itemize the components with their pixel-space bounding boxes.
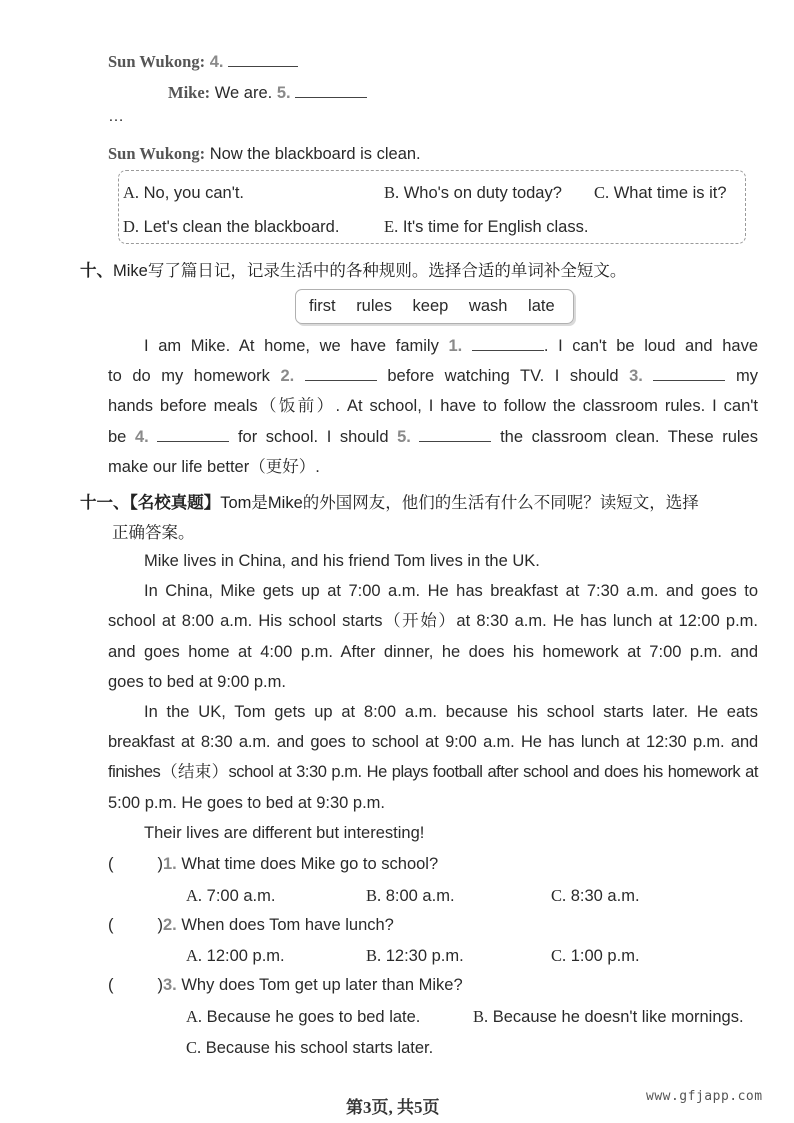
q2-option-b: B. 12:30 p.m.: [366, 946, 464, 965]
question-2: [108, 916, 394, 935]
answer-blank[interactable]: [295, 83, 367, 98]
answer-paren[interactable]: ( ): [108, 976, 163, 994]
blank-number: 5.: [397, 427, 411, 446]
answer-paren[interactable]: ( ): [108, 855, 163, 873]
q1-option-c: C. 8:30 a.m.: [551, 886, 640, 905]
section-instruction: Mike写了篇日记，记录生活中的各种规则。选择合适的单词补全短文。: [113, 262, 627, 280]
answer-blank[interactable]: [228, 52, 298, 67]
q1-option-a: A. 7:00 a.m.: [186, 886, 276, 905]
passage-line: In China, Mike gets up at 7:00 a.m. He has breakfast at 7:30 a.m. and goes to: [144, 582, 758, 601]
dialogue-line-4: [108, 52, 298, 72]
word-bank-item: rules: [356, 297, 392, 315]
answer-paren[interactable]: ( ): [108, 916, 163, 934]
passage-line: 5:00 p.m. He goes to bed at 9:30 p.m.: [108, 793, 386, 812]
passage-line: hands before meals（饭前）. At school, I have to follow the classroom rules. I can't: [108, 397, 758, 416]
section-11-passage: [108, 546, 758, 848]
section-11-heading-cont: 正确答案。: [112, 524, 195, 542]
word-bank-item: first: [309, 297, 336, 315]
passage-line: Their lives are different but interesting!: [144, 823, 425, 842]
dialogue-line-6: [108, 144, 421, 164]
speaker-name: Mike:: [168, 83, 211, 102]
passage-line: breakfast at 8:30 a.m. and goes to school at 9:00 a.m. He has lunch at 12:30 p.m. and: [108, 733, 758, 752]
answer-blank[interactable]: [653, 366, 725, 381]
q3-option-a: A. Because he goes to bed late.: [186, 1007, 421, 1026]
option-d: D. Let's clean the blackboard.: [123, 217, 340, 236]
q2-option-a: A. 12:00 p.m.: [186, 946, 285, 965]
option-a: A. No, you can't.: [123, 183, 245, 202]
section-10-passage: [108, 331, 758, 482]
question-number: 3.: [163, 976, 177, 994]
q3-option-b: B. Because he doesn't like mornings.: [473, 1007, 744, 1026]
passage-line: finishes（结束）school at 3:30 p.m. He plays football after school and does his homework at: [108, 763, 758, 782]
word-bank: [309, 297, 555, 316]
q1-option-b: B. 8:00 a.m.: [366, 886, 455, 905]
q2-option-c: C. 1:00 p.m.: [551, 946, 640, 965]
passage-line: and goes home at 4:00 p.m. After dinner, he does his homework at 7:00 p.m. and: [108, 642, 758, 661]
speaker-name: Sun Wukong:: [108, 52, 206, 71]
question-text: When does Tom have lunch?: [181, 916, 394, 934]
section-10-heading: [80, 257, 626, 281]
word-bank-item: late: [528, 297, 555, 315]
dialogue-line-5: [168, 83, 367, 103]
dialogue-text: Now the blackboard is clean.: [209, 145, 421, 163]
section-number: 十、: [80, 262, 113, 280]
word-bank-item: wash: [468, 297, 508, 315]
question-number: 2.: [163, 916, 177, 934]
word-bank-item: keep: [412, 297, 449, 315]
question-3: [108, 976, 463, 995]
passage-line: be 4. for school. I should 5. the classroom clean. These rules: [108, 427, 758, 446]
passage-line: In the UK, Tom gets up at 8:00 a.m. because his school starts later. He eats: [144, 703, 758, 722]
question-1: [108, 855, 438, 874]
answer-blank[interactable]: [157, 427, 229, 442]
tag-label: 名校真题: [137, 494, 204, 512]
page-number: 第3页, 共5页: [346, 1098, 440, 1117]
blank-number: 3.: [629, 367, 643, 386]
blank-number: 5.: [276, 84, 291, 102]
blank-number: 2.: [280, 367, 295, 386]
speaker-name: Sun Wukong:: [108, 144, 206, 163]
passage-line: make our life better（更好）.: [108, 457, 320, 476]
answer-blank[interactable]: [305, 366, 377, 381]
passage-line: Mike lives in China, and his friend Tom lives in the UK.: [144, 552, 540, 570]
option-c: C. What time is it?: [594, 183, 727, 202]
section-11-heading: 十一、【名校真题】Tom是Mike的外国网友，他们的生活有什么不同呢？读短文，选择: [80, 494, 699, 512]
section-instruction: Tom是Mike的外国网友，他们的生活有什么不同呢？读短文，选择: [220, 494, 699, 512]
blank-number: 4.: [209, 53, 224, 71]
answer-blank[interactable]: [419, 427, 491, 442]
passage-line: goes to bed at 9:00 p.m.: [108, 672, 286, 691]
dialogue-ellipsis: …: [108, 108, 124, 125]
blank-number: 1.: [448, 337, 463, 355]
dialogue-text: We are.: [214, 84, 273, 102]
question-number: 1.: [163, 855, 177, 873]
answer-blank[interactable]: [472, 336, 544, 351]
passage-line: to do my homework 2. before watching TV. I should 3. my: [108, 367, 758, 386]
blank-number: 4.: [134, 427, 149, 446]
question-text: Why does Tom get up later than Mike?: [181, 976, 463, 994]
option-e: E. It's time for English class.: [384, 217, 589, 236]
passage-line: school at 8:00 a.m. His school starts（开始）at 8:30 a.m. He has lunch at 12:00 p.m.: [108, 612, 758, 631]
passage-line: I am Mike. At home, we have family 1. . I can't be loud and have: [144, 337, 758, 355]
q3-option-c: C. Because his school starts later.: [186, 1038, 434, 1057]
question-text: What time does Mike go to school?: [181, 855, 439, 873]
watermark: www.gfjapp.com: [646, 1089, 763, 1104]
option-b: B. Who's on duty today?: [384, 183, 562, 202]
section-number: 十一、: [80, 494, 130, 512]
